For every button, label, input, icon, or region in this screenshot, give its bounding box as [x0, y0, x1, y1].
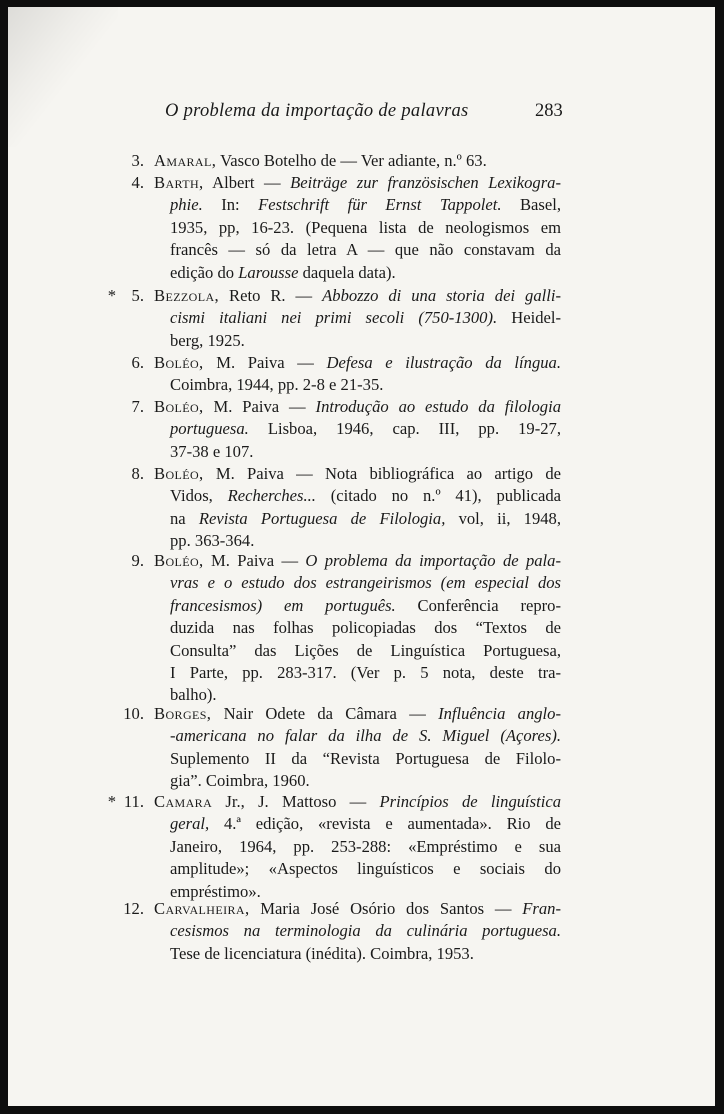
entry-text: Vidos,: [170, 486, 228, 506]
entry-number: 4.: [131, 173, 144, 192]
entry-text: (citado no n.º 41), publicada: [315, 486, 561, 506]
entry-text: Janeiro, 1964, pp. 253-288: «Empréstimo e sua: [170, 836, 561, 856]
entry-author: Carvalheira,: [154, 899, 250, 918]
entry-asterisk: *: [107, 286, 116, 305]
entry-text: na: [170, 508, 199, 528]
entry-line: [170, 813, 561, 836]
entry-number: 6.: [131, 353, 144, 372]
entry-title: Princípios de linguística: [379, 792, 561, 811]
entry-title: Abbozzo di una storia dei galli-: [322, 286, 562, 305]
entry-title: Beiträge zur französischen Lexikogra-: [290, 173, 562, 192]
entry-number: 11.: [123, 792, 144, 811]
entry-title: Defesa e ilustração da língua.: [326, 353, 561, 372]
entry-line: [170, 217, 561, 240]
entry-text: M. Paiva —: [203, 551, 306, 570]
entry-text: Vasco Botelho de — Ver adiante, n.º 63.: [216, 151, 487, 170]
entry-line: [170, 725, 561, 748]
entry-text: M. Paiva — Nota bibliográfica ao artigo de: [203, 464, 561, 483]
entry-line: [170, 194, 561, 217]
entry-line: [170, 307, 561, 330]
entry-text: gia”. Coimbra, 1960.: [170, 771, 310, 791]
entry-line: [170, 441, 561, 464]
running-title: O problema da importação de palavras: [165, 101, 469, 121]
entry-author: Boléo,: [154, 551, 204, 570]
entry-line: [154, 285, 561, 308]
entry-line: [154, 898, 561, 921]
entry-text: Coimbra, 1944, pp. 2-8 e 21-35.: [170, 375, 384, 395]
entry-number: 7.: [131, 397, 144, 416]
entry-text: pp. 363-364.: [170, 531, 255, 551]
entry-number: 5.: [131, 286, 144, 305]
entry-title: Influência anglo-: [438, 704, 561, 723]
entry-text: Maria José Osório dos Santos —: [249, 899, 523, 918]
entry-line: [154, 791, 561, 814]
entry-title: geral,: [170, 814, 210, 834]
entry-text: empréstimo».: [170, 881, 261, 901]
entry-line: [170, 418, 561, 441]
entry-text: duzida nas folhas policopiadas dos “Textos de: [170, 618, 561, 638]
entry-text: berg, 1925.: [170, 330, 245, 350]
entry-text: Conferência repro-: [395, 595, 561, 615]
entry-title: francesismos) em português.: [170, 595, 396, 615]
entry-line: [154, 172, 561, 195]
entry-number: 10.: [123, 704, 144, 723]
entry-text: vol, ii, 1948,: [445, 508, 562, 528]
entry-line: [170, 485, 561, 508]
entry-author: Boléo,: [154, 464, 204, 483]
entry-text: In:: [202, 195, 259, 215]
entry-title: cesismos na terminologia da culinária portuguesa.: [170, 921, 561, 941]
entry-number: 12.: [123, 899, 144, 918]
entry-text: Suplemento II da “Revista Portuguesa de Filolo-: [170, 748, 561, 768]
entry-line: [154, 463, 561, 486]
entry-line: [170, 330, 561, 353]
entry-author: Boléo,: [154, 397, 204, 416]
entry-line: [154, 703, 561, 726]
entry-text: M. Paiva —: [203, 353, 327, 372]
entry-author: Amaral,: [154, 151, 217, 170]
entry-line: [154, 150, 561, 173]
entry-text: daquela data).: [298, 262, 396, 282]
entry-title: cismi italiani nei primi secoli (750-1300).: [170, 308, 498, 328]
entry-line: [170, 617, 561, 640]
entry-text: I Parte, pp. 283-317. (Ver p. 5 nota, deste tra-: [170, 663, 561, 682]
entry-number: 9.: [131, 551, 144, 570]
running-header: [8, 101, 715, 127]
entry-title: vras e o estudo dos estrangeirismos (em especial dos: [170, 573, 561, 593]
entry-text: M. Paiva —: [203, 397, 316, 416]
book-page: [8, 7, 715, 1106]
entry-text: Heidel-: [497, 308, 562, 328]
entry-title: Festschrift für Ernst Tappolet.: [258, 195, 502, 215]
entry-line: [170, 508, 561, 531]
entry-title: Fran-: [522, 899, 561, 918]
entry-author: Camara: [154, 792, 213, 811]
entry-author: Borges,: [154, 704, 212, 723]
entry-title: Recherches...: [227, 486, 316, 506]
entry-title: -americana no falar da ilha de S. Miguel (Açores).: [170, 726, 561, 746]
entry-text: 37-38 e 107.: [170, 441, 254, 461]
entry-text: edição do: [170, 262, 239, 282]
entry-line: [170, 943, 561, 966]
entry-text: Reto R. —: [219, 286, 323, 305]
entry-line: [170, 662, 561, 685]
entry-line: [170, 836, 561, 859]
entry-line: [170, 748, 561, 771]
entry-title: portuguesa.: [170, 419, 249, 439]
entry-line: [170, 572, 561, 595]
entry-title: phie.: [170, 195, 203, 215]
entry-line: [170, 595, 561, 618]
entry-line: [170, 920, 561, 943]
entry-text: Consulta” das Lições de Linguística Portuguesa,: [170, 640, 561, 660]
entry-asterisk: *: [107, 792, 116, 811]
entry-author: Bezzola,: [154, 286, 220, 305]
entry-text: Tese de licenciatura (inédita). Coimbra, 1953.: [170, 943, 474, 963]
entry-title: O problema da importação de pala-: [305, 551, 561, 570]
entry-author: Boléo,: [154, 353, 204, 372]
entry-text: Albert —: [203, 173, 291, 192]
entry-title: Larousse: [238, 262, 299, 282]
entry-line: [170, 262, 561, 285]
entry-text: Lisboa, 1946, cap. III, pp. 19-27,: [248, 419, 561, 439]
entry-title: Introdução ao estudo da filologia: [315, 397, 561, 416]
entry-line: [170, 640, 561, 663]
entry-text: Basel,: [501, 195, 561, 215]
entry-line: [170, 858, 561, 881]
entry-line: [154, 396, 561, 419]
entry-text: balho).: [170, 685, 217, 705]
page-number: 283: [535, 101, 563, 121]
entry-number: 8.: [131, 464, 144, 483]
entry-text: Nair Odete da Câmara —: [211, 704, 439, 723]
entry-text: amplitude»; «Aspectos linguísticos e sociais do: [170, 859, 561, 879]
entry-line: [170, 239, 561, 262]
entry-line: [154, 352, 561, 375]
entry-text: 4.ª edição, «revista e aumentada». Rio de: [209, 814, 561, 834]
entry-text: Jr., J. Mattoso —: [212, 792, 380, 811]
entry-text: 1935, pp, 16-23. (Pequena lista de neologismos em: [170, 217, 561, 237]
entry-line: [170, 374, 561, 397]
entry-title: Revista Portuguesa de Filologia,: [198, 508, 446, 528]
entry-line: [154, 550, 561, 573]
entry-line: [170, 770, 561, 793]
entry-author: Barth,: [154, 173, 204, 192]
entry-text: francês — só da letra A — que não constavam da: [170, 240, 561, 260]
entry-number: 3.: [131, 151, 144, 170]
